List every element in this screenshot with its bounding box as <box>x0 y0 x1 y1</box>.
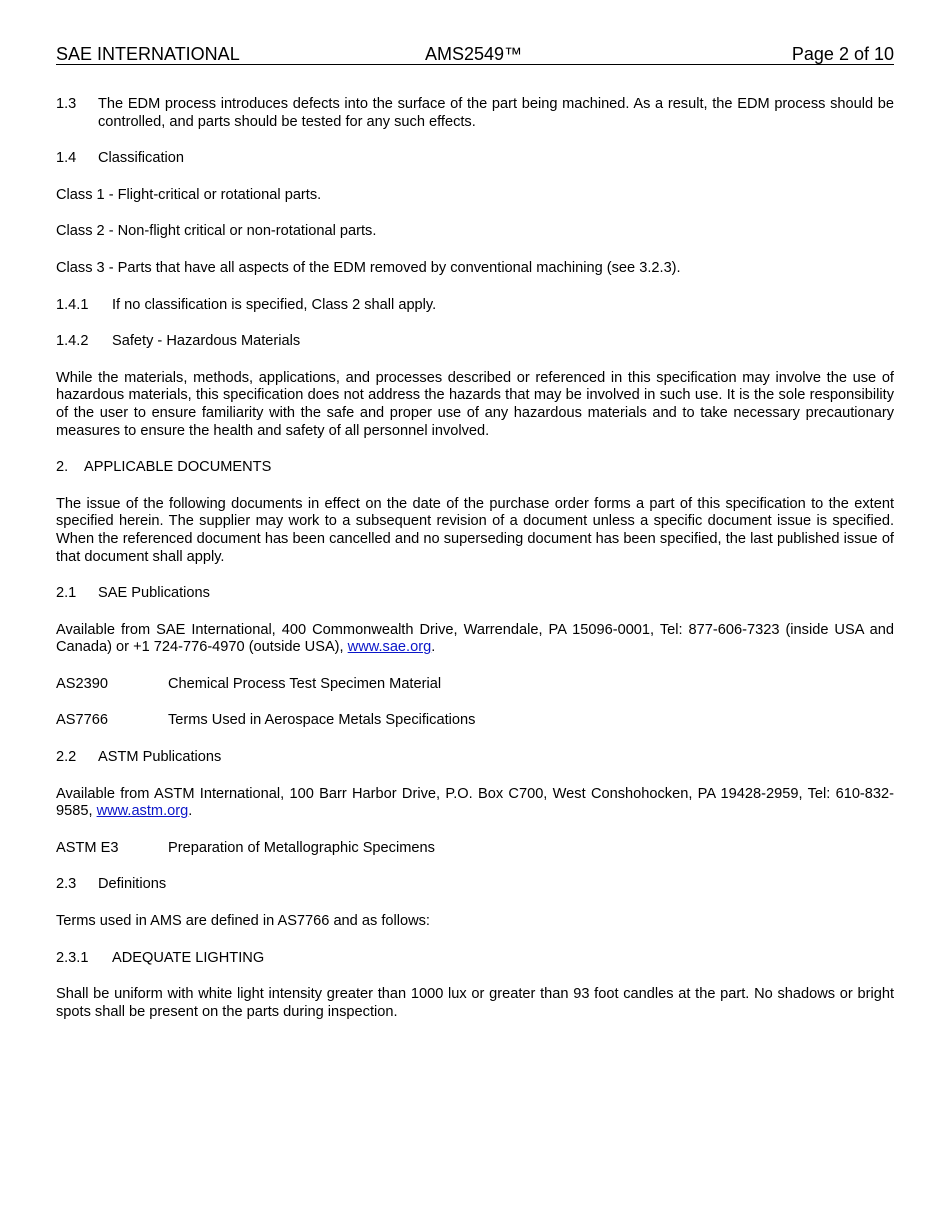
section-number: 2.3.1 <box>56 949 89 966</box>
document-code: AS7766 <box>56 712 108 729</box>
header-organization: SAE INTERNATIONAL <box>56 44 240 64</box>
section-1-4-heading <box>56 150 894 168</box>
section-number: 2. <box>56 459 69 476</box>
sae-availability-paragraph <box>56 622 894 657</box>
section-2-1-heading <box>56 585 894 603</box>
section-number: 1.4.1 <box>56 296 89 313</box>
section-number: 1.4 <box>56 150 77 167</box>
section-title: Definitions <box>98 876 167 893</box>
class-1-item: Class 1 - Flight-critical or rotational parts. <box>56 186 322 203</box>
section-number: 2.2 <box>56 749 77 766</box>
applicable-documents-paragraph: The issue of the following documents in effect on the date of the purchase order forms a part of this specification to the extent specified herein. The supplier may work to a subsequent revision of a document unless a specific document issue is specified. When the referenced document has been cancelled and no superseding document has been specified, the last published issue of that document shall apply. <box>56 495 894 565</box>
header-page-number: Page 2 of 10 <box>791 44 894 64</box>
document-title: Terms Used in Aerospace Metals Specifications <box>168 712 476 729</box>
reference-document-row <box>56 840 894 858</box>
section-number: 2.3 <box>56 876 77 893</box>
class-3-item: Class 3 - Parts that have all aspects of the EDM removed by conventional machining (see 3.2.3). <box>56 259 681 276</box>
safety-paragraph: While the materials, methods, applications, and processes described or referenced in this specification may involve the use of hazardous materials, this specification does not address the hazards that may be involved in such use. It is the sole responsibility of the user to ensure familiarity with the safe and proper use of any hazardous materials and to take necessary precautionary measures to ensure the health and safety of all personnel involved. <box>56 369 894 439</box>
astm-website-link[interactable]: www.astm.org <box>96 803 189 820</box>
header-document-number: AMS2549™ <box>425 44 523 64</box>
class-2-item: Class 2 - Non-flight critical or non-rotational parts. <box>56 223 377 240</box>
section-1-4-2-heading <box>56 333 894 351</box>
reference-document-row <box>56 676 894 694</box>
section-1-4-1 <box>56 297 894 315</box>
section-number: 1.3 <box>56 96 77 112</box>
sae-website-link[interactable]: www.sae.org <box>347 639 432 656</box>
document-title: Chemical Process Test Specimen Material <box>168 675 442 692</box>
document-body <box>56 96 894 1021</box>
astm-availability-paragraph <box>56 786 894 821</box>
section-title: Classification <box>98 150 184 167</box>
sae-availability-end: . <box>431 639 436 656</box>
section-2-3-1-heading <box>56 950 894 968</box>
section-2-2-heading <box>56 749 894 767</box>
astm-availability-end: . <box>188 803 193 820</box>
section-number: 2.1 <box>56 585 77 602</box>
section-title: ASTM Publications <box>98 749 222 766</box>
definitions-intro: Terms used in AMS are defined in AS7766 and as follows: <box>56 913 430 930</box>
page-header <box>56 42 894 65</box>
section-title: ADEQUATE LIGHTING <box>112 949 265 966</box>
section-title: APPLICABLE DOCUMENTS <box>84 459 272 476</box>
document-title: Preparation of Metallographic Specimens <box>168 839 435 856</box>
section-title: Safety - Hazardous Materials <box>112 333 301 350</box>
section-number: 1.4.2 <box>56 333 89 350</box>
section-1-3 <box>56 96 894 131</box>
section-2-3-heading <box>56 876 894 894</box>
sae-availability-text: Available from SAE International, 400 Commonwealth Drive, Warrendale, PA 15096-0001, Tel: 877-606-7323 (inside USA and Canada) or +1 724-776-4970 (outside USA), <box>56 621 894 656</box>
section-2-heading <box>56 459 894 477</box>
adequate-lighting-paragraph: Shall be uniform with white light intensity greater than 1000 lux or greater than 93 foot candles at the part. No shadows or bright spots shall be present on the parts during inspection. <box>56 986 894 1020</box>
section-text: If no classification is specified, Class 2 shall apply. <box>112 296 437 313</box>
reference-document-row <box>56 712 894 730</box>
document-code: ASTM E3 <box>56 839 119 856</box>
section-title: SAE Publications <box>98 585 210 602</box>
astm-availability-text: Available from ASTM International, 100 Barr Harbor Drive, P.O. Box C700, West Conshohocken, PA 19428-2959, Tel: 610-832-9585, <box>56 785 894 820</box>
document-code: AS2390 <box>56 675 108 692</box>
section-text: The EDM process introduces defects into the surface of the part being machined. As a result, the EDM process should be controlled, and parts should be tested for any such effects. <box>98 96 894 130</box>
